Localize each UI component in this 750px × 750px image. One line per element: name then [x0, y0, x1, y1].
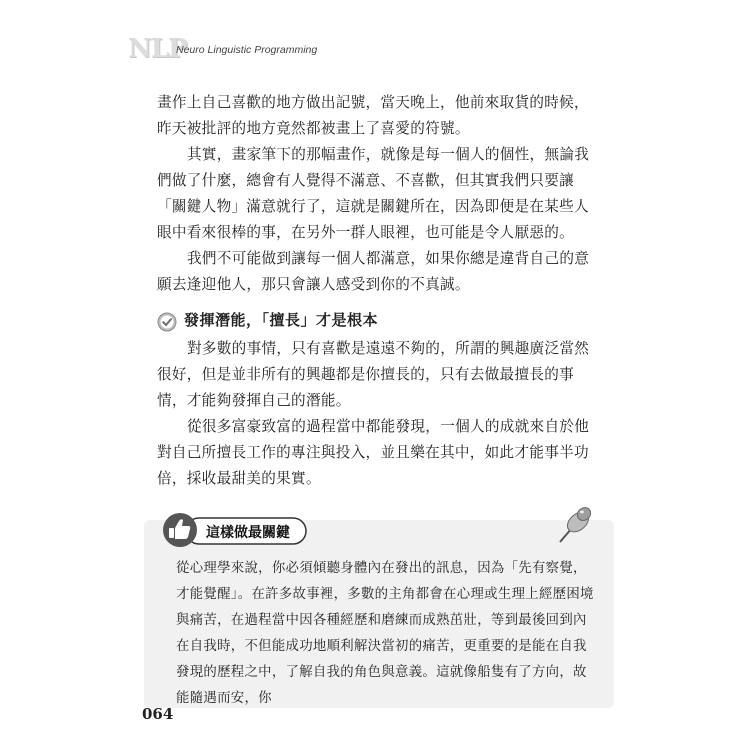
section-heading: 發揮潛能，「擅長」才是根本 [184, 311, 379, 329]
nlp-logo: NLP [128, 34, 187, 64]
pushpin-icon [550, 500, 600, 550]
tip-text: 從心理學來說，你必須傾聽身體內在發出的訊息，因為「先有察覺，才能覺醒」。在許多故事裡，多數的主角都會在心理或生理上經歷困境與痛苦，在過程當中因各種經歷和磨練而成熟茁壯，等到最後回到內在自我時，不但能成功地順利解決當初的痛苦，更重要的是能在自我發現的歷程之中，了解自我的角色與意義。這就像船隻有了方向，故能隨遇而安，你 [176, 561, 594, 706]
body-paragraph-1: 畫作上自己喜歡的地方做出記號，當天晚上，他前來取貨的時候，昨天被批評的地方竟然都被畫上了喜愛的符號。 [157, 94, 589, 137]
body-paragraph-2: 其實，畫家筆下的那幅畫作，就像是每一個人的個性，無論我們做了什麼，總會有人覺得不滿意、不喜歡，但其實我們只要讓「關鍵人物」滿意就行了，這就是關鍵所在，因為即便是在某些人眼中看來很棒的事，在另外一群人眼裡，也可能是令人厭惡的。 [157, 146, 590, 241]
body-paragraph-3: 我們不可能做到讓每一個人都滿意，如果你總是違背自己的意願去逢迎他人，那只會讓人感受到你的不真誠。 [157, 250, 590, 293]
section-paragraph-1: 對多數的事情，只有喜歡是遠遠不夠的，所謂的興趣廣泛當然很好，但是並非所有的興趣都是你擅長的，只有去做最擅長的事情，才能夠發揮自己的潛能。 [157, 340, 590, 409]
page-number: 064 [142, 705, 174, 723]
tip-title: 這樣做最關鍵 [206, 525, 290, 541]
check-circle-icon [157, 312, 177, 332]
running-header [128, 34, 388, 62]
header-subtitle: Neuro Linguistic Programming [176, 44, 318, 56]
section-paragraph-2: 從很多富豪致富的過程當中都能發現，一個人的成就來自於他對自己所擅長工作的專注與投入，並且樂在其中，如此才能事半功倍，採收最甜美的果實。 [157, 418, 590, 487]
